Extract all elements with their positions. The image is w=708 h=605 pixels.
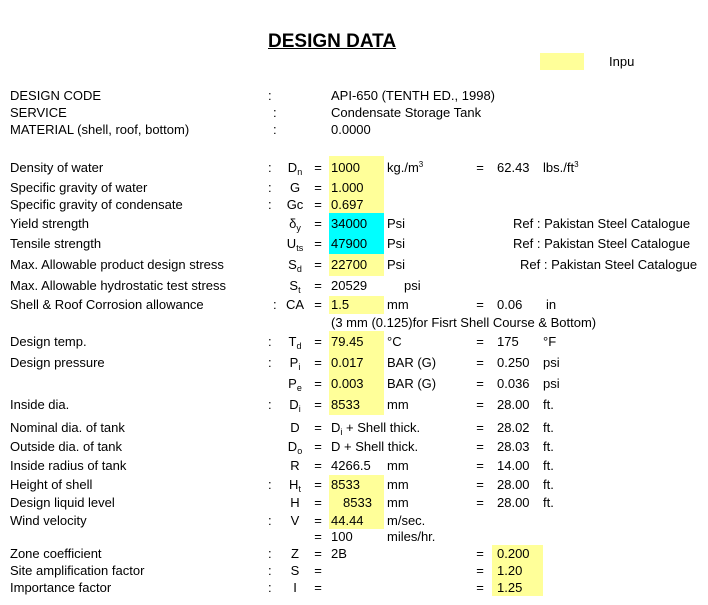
unit-text: lbs./ft	[543, 160, 575, 175]
converted-value: 14.00	[497, 458, 530, 473]
symbol	[280, 352, 310, 373]
unit: mm	[387, 495, 409, 510]
row-label: Max. Allowable hydrostatic test stress	[10, 278, 227, 293]
equals-sign: =	[314, 546, 322, 561]
equals-sign: =	[314, 376, 322, 391]
row-label: DESIGN CODE	[10, 88, 102, 103]
equals-sign: =	[476, 495, 484, 510]
equals-sign: =	[314, 477, 322, 492]
colon: :	[268, 477, 272, 492]
row-specific-gravity-water	[0, 179, 708, 196]
row-design-stress	[0, 254, 708, 276]
converted-unit: psi	[543, 355, 560, 370]
symbol	[280, 276, 310, 296]
colon: :	[268, 160, 272, 175]
symbol-subscript: n	[297, 167, 303, 177]
symbol-main: D	[289, 397, 299, 412]
symbol-main: P	[289, 355, 299, 370]
converted-value: 0.250	[497, 355, 530, 370]
unit: mm	[387, 297, 409, 312]
unit: BAR (G)	[387, 376, 437, 391]
calculated-value: 100	[331, 529, 353, 544]
symbol-subscript: d	[296, 341, 302, 351]
colon: :	[273, 297, 277, 312]
equals-sign: =	[476, 420, 484, 435]
colon: :	[268, 546, 272, 561]
formula-symbol: D	[331, 420, 341, 435]
colon: :	[268, 580, 272, 595]
unit-text: kg./m	[387, 160, 419, 175]
equals-sign: =	[314, 513, 322, 528]
reference-note: Ref : Pakistan Steel Catalogue	[513, 216, 691, 231]
converted-unit: ft.	[543, 397, 554, 412]
converted-unit: ft.	[543, 495, 554, 510]
input-cell-importance-factor[interactable]: 1.25	[492, 579, 543, 596]
equals-sign: =	[476, 334, 484, 349]
equals-sign: =	[476, 439, 484, 454]
row-label: Design pressure	[10, 355, 105, 370]
equals-sign: =	[314, 278, 322, 293]
colon: :	[268, 180, 272, 195]
row-site-amplification	[0, 562, 708, 579]
converted-unit: psi	[543, 376, 560, 391]
input-cell-design-temp[interactable]: 79.45	[329, 331, 384, 352]
symbol: Gc	[286, 197, 304, 212]
formula: D + Shell thick.	[331, 439, 419, 454]
unit: mm	[387, 458, 409, 473]
equals-sign: =	[476, 297, 484, 312]
row-design-temp	[0, 331, 708, 352]
row-design-pressure	[0, 352, 708, 373]
row-design-liquid-level	[0, 494, 708, 512]
symbol: S	[290, 563, 300, 578]
input-cell-density[interactable]: 1000	[329, 156, 384, 179]
legend-input-label: Inpu	[609, 54, 635, 69]
unit: mm	[387, 397, 409, 412]
calculated-value: 4266.5	[331, 458, 371, 473]
symbol	[280, 331, 310, 352]
input-cell-shell-height[interactable]: 8533	[329, 475, 384, 494]
unit: miles/hr.	[387, 529, 436, 544]
row-specific-gravity-condensate	[0, 196, 708, 213]
symbol-subscript: o	[297, 446, 303, 456]
symbol	[280, 373, 310, 394]
equals-sign: =	[314, 420, 322, 435]
unit: psi	[404, 278, 421, 293]
converted-unit: ft.	[543, 477, 554, 492]
row-height-of-shell	[0, 475, 708, 494]
row-service	[0, 105, 708, 121]
symbol	[280, 475, 310, 494]
equals-sign: =	[476, 563, 484, 578]
equals-sign: =	[314, 355, 322, 370]
colon: :	[268, 397, 272, 412]
symbol-subscript: y	[296, 223, 301, 233]
colon: :	[273, 105, 277, 120]
symbol-main: D	[287, 439, 298, 454]
symbol-main: S	[288, 257, 297, 272]
row-external-pressure	[0, 373, 708, 394]
converted-unit	[543, 156, 579, 179]
symbol: H	[290, 495, 300, 510]
row-wind-velocity	[0, 512, 708, 529]
symbol-main: T	[288, 334, 297, 349]
converted-unit: in	[546, 297, 557, 312]
row-label: SERVICE	[10, 105, 67, 120]
colon: :	[268, 563, 272, 578]
symbol	[280, 437, 310, 456]
input-cell-corrosion[interactable]: 1.5	[329, 296, 384, 314]
equals-sign: =	[314, 160, 322, 175]
converted-unit: ft.	[543, 458, 554, 473]
symbol-main: H	[289, 477, 299, 492]
equals-sign: =	[476, 160, 484, 175]
design-code-value: API-650 (TENTH ED., 1998)	[331, 88, 495, 103]
zone-value: 2B	[331, 546, 347, 561]
converted-unit: ft.	[543, 439, 554, 454]
converted-unit: ft.	[543, 420, 554, 435]
equals-sign: =	[476, 546, 484, 561]
symbol-subscript: ts	[296, 243, 304, 253]
input-cell-zone-coefficient[interactable]: 0.200	[492, 545, 543, 562]
input-cell-yield-strength[interactable]: 34000	[329, 213, 384, 234]
row-material	[0, 122, 708, 138]
calculated-value: 20529	[331, 278, 368, 293]
row-label: MATERIAL (shell, roof, bottom)	[10, 122, 190, 137]
row-inside-radius	[0, 456, 708, 475]
symbol-main: P	[288, 376, 297, 391]
equals-sign: =	[314, 563, 322, 578]
symbol: R	[290, 458, 300, 473]
corrosion-note: (3 mm (0.125)for Fisrt Shell Course & Bottom)	[331, 315, 597, 330]
symbol	[280, 394, 310, 415]
equals-sign: =	[314, 439, 322, 454]
input-cell-site-amplification[interactable]: 1.20	[492, 562, 543, 579]
row-label: Density of water	[10, 160, 104, 175]
equals-sign: =	[314, 197, 322, 212]
material-value: 0.0000	[331, 122, 371, 137]
symbol-main: D	[287, 160, 298, 175]
colon: :	[273, 122, 277, 137]
equals-sign: =	[314, 334, 322, 349]
row-label: Tensile strength	[10, 236, 102, 251]
row-outside-dia	[0, 437, 708, 456]
row-label: Inside dia.	[10, 397, 70, 412]
equals-sign: =	[314, 257, 322, 272]
equals-sign: =	[476, 477, 484, 492]
equals-sign: =	[476, 458, 484, 473]
unit: mm	[387, 477, 409, 492]
row-label: Specific gravity of condensate	[10, 197, 183, 212]
formula-subscript: i	[340, 427, 343, 437]
input-cell-tensile-strength[interactable]: 47900	[329, 234, 384, 254]
colon: :	[268, 355, 272, 370]
page-title: DESIGN DATA	[268, 31, 397, 52]
row-label: Zone coefficient	[10, 546, 102, 561]
row-label: Yield strength	[10, 216, 90, 231]
row-wind-velocity-mph	[0, 529, 708, 545]
converted-value: 28.00	[497, 397, 530, 412]
input-cell-inside-dia[interactable]: 8533	[329, 394, 384, 415]
formula	[331, 418, 420, 437]
converted-value: 0.06	[497, 297, 523, 312]
symbol-subscript: d	[296, 264, 302, 274]
row-label: Nominal dia. of tank	[10, 420, 125, 435]
equals-sign: =	[314, 297, 322, 312]
symbol: V	[290, 513, 300, 528]
converted-value: 28.00	[497, 477, 530, 492]
row-label: Specific gravity of water	[10, 180, 148, 195]
unit-superscript: 3	[418, 160, 424, 169]
input-cell-wind-velocity[interactable]: 44.44	[329, 512, 384, 529]
symbol	[280, 254, 310, 276]
service-value: Condensate Storage Tank	[331, 105, 482, 120]
row-label: Importance factor	[10, 580, 112, 595]
symbol-subscript: i	[298, 362, 301, 372]
unit: BAR (G)	[387, 355, 437, 370]
equals-sign: =	[314, 495, 322, 510]
converted-value: 175	[497, 334, 519, 349]
row-label: Max. Allowable product design stress	[10, 257, 224, 272]
row-zone-coefficient	[0, 545, 708, 562]
symbol-subscript: t	[298, 484, 301, 494]
equals-sign: =	[314, 397, 322, 412]
symbol-subscript: e	[296, 383, 302, 393]
symbol	[280, 213, 310, 234]
input-cell-external-pressure[interactable]: 0.003	[329, 373, 384, 394]
converted-unit: °F	[543, 334, 557, 349]
converted-value: 28.00	[497, 495, 530, 510]
unit: Psi	[387, 257, 406, 272]
symbol: I	[293, 580, 297, 595]
row-label: Design temp.	[10, 334, 87, 349]
unit: Psi	[387, 236, 406, 251]
colon: :	[268, 334, 272, 349]
symbol-subscript: i	[298, 404, 301, 414]
symbol-main: S	[289, 278, 299, 293]
reference-note: Ref : Pakistan Steel Catalogue	[520, 257, 698, 272]
equals-sign: =	[476, 376, 484, 391]
legend-input-swatch	[540, 53, 584, 70]
symbol	[280, 156, 310, 179]
equals-sign: =	[314, 580, 322, 595]
equals-sign: =	[476, 355, 484, 370]
row-importance-factor	[0, 579, 708, 596]
formula-rest: + Shell thick.	[342, 420, 421, 435]
colon: :	[268, 88, 272, 103]
row-nominal-dia	[0, 418, 708, 437]
equals-sign: =	[476, 580, 484, 595]
symbol-main: U	[286, 236, 297, 251]
symbol-subscript: t	[298, 285, 301, 295]
row-label: Shell & Roof Corrosion allowance	[10, 297, 204, 312]
row-design-code	[0, 88, 708, 104]
equals-sign: =	[314, 529, 322, 544]
symbol: D	[290, 420, 300, 435]
row-inside-dia	[0, 394, 708, 415]
row-corrosion-note	[0, 314, 708, 331]
row-label: Height of shell	[10, 477, 93, 492]
symbol	[280, 234, 310, 254]
row-corrosion-allowance	[0, 296, 708, 314]
colon: :	[268, 197, 272, 212]
unit: m/sec.	[387, 513, 426, 528]
colon: :	[268, 513, 272, 528]
input-cell-design-stress[interactable]: 22700	[329, 254, 384, 276]
input-cell-sg-water[interactable]: 1.000	[329, 179, 384, 196]
row-tensile-strength	[0, 234, 708, 254]
symbol-main: δ	[289, 216, 297, 231]
equals-sign: =	[476, 397, 484, 412]
converted-value: 0.036	[497, 376, 530, 391]
row-density-of-water	[0, 156, 708, 179]
row-label: Inside radius of tank	[10, 458, 127, 473]
row-label: Design liquid level	[10, 495, 115, 510]
equals-sign: =	[314, 216, 322, 231]
input-cell-sg-condensate[interactable]: 0.697	[329, 196, 384, 213]
row-label: Wind velocity	[10, 513, 87, 528]
row-yield-strength	[0, 213, 708, 234]
row-label: Outside dia. of tank	[10, 439, 123, 454]
row-test-stress	[0, 276, 708, 296]
reference-note: Ref : Pakistan Steel Catalogue	[513, 236, 691, 251]
symbol: CA	[285, 297, 305, 312]
row-label: Site amplification factor	[10, 563, 145, 578]
equals-sign: =	[314, 236, 322, 251]
input-cell-liquid-level[interactable]: 8533	[329, 494, 384, 512]
unit	[387, 156, 423, 179]
symbol: G	[289, 180, 301, 195]
input-cell-internal-pressure[interactable]: 0.017	[329, 352, 384, 373]
unit: °C	[387, 334, 402, 349]
converted-value: 28.03	[497, 439, 530, 454]
converted-value: 28.02	[497, 420, 530, 435]
converted-value: 62.43	[497, 160, 530, 175]
unit: Psi	[387, 216, 406, 231]
symbol: Z	[291, 546, 299, 561]
equals-sign: =	[314, 180, 322, 195]
unit-superscript: 3	[574, 160, 579, 169]
equals-sign: =	[314, 458, 322, 473]
